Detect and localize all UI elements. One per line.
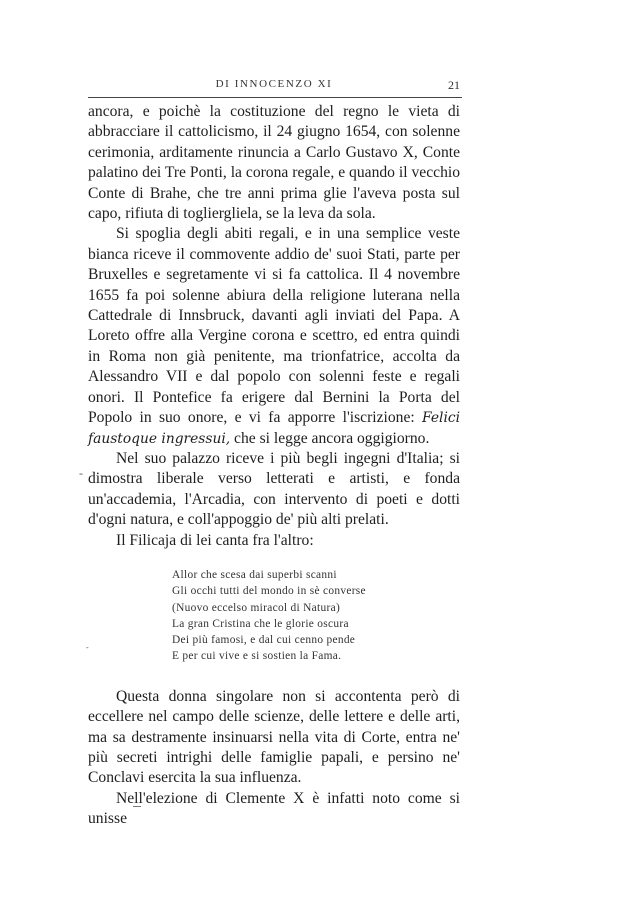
inscription-italic: Felici faustoque ingressui, <box>88 410 460 447</box>
paragraph-6: Nell'elezione di Clemente X è infatti noto come si unisse <box>88 789 460 828</box>
poem-line: Dei più famosi, e dal cui cenno pende <box>172 634 356 647</box>
paragraph-2 <box>88 224 460 448</box>
paragraph-1: ancora, e poichè la costituzione del regno le vieta di abbracciare il cattolicismo, il 24 giugno 1654, con solenne cerimonia, arditamente rinuncia a Carlo Gustavo X, Conte palatino dei Tre Ponti, la corona regale, e quando il vecchio Conte di Brahe, che tre anni prima glie l'aveva posta sul capo, rifiuta di toglierglielа, se la leva da sola. <box>88 103 460 223</box>
margin-mark: - <box>86 643 89 652</box>
running-head <box>88 78 460 96</box>
poem-line: Gli occhi tutti del mondo in sè converse <box>172 585 366 598</box>
margin-mark: - <box>79 466 83 480</box>
poem-line: (Nuovo eccelso miracol di Natura) <box>172 601 341 614</box>
body-text <box>88 102 460 830</box>
margin-dash-mark <box>133 806 141 807</box>
paragraph-2-text-b: che si legge ancora oggigiorno. <box>230 429 430 447</box>
poem-line: La gran Cristina che le glorie oscura <box>172 617 349 630</box>
paragraph-2-text-a: Si spoglia degli abiti regali, e in una semplice veste bianca riceve il commovente addio de' suoi Stati, parte per Bruxelles e segretamente vi si fa cattolica. Il 4 novembre 1655 fa poi solenne abiura della religione luterana nella Cattedrale di Innsbruck, davanti agli inviati del Papa. A Loreto offre alla Vergine corona e scettro, ed entra quindi in Roma non già penitente, ma trionfatrice, accolta da Alessandro VII e dal popolo con solenni feste e regali onori. Il Pontefice fa erigere dal Bernini la Porta del Popolo in suo onore, e vi fa apporre l'iscrizione: <box>88 225 460 427</box>
header-rule <box>88 97 462 98</box>
paragraph-5: Questa donna singolare non si accontenta però di eccellere nel campo delle scienze, delle lettere e delle arti, ma sa destramente insinuarsi nella vita di Corte, entra ne' più secreti intrighi delle famiglie papali, e persino ne' Conclavi esercita la sua influenza. <box>88 687 460 787</box>
poem-quote <box>172 567 460 665</box>
paragraph-4: Il Filicaja di lei canta fra l'altro: <box>116 531 314 549</box>
poem-line: E per cui vive e si sostien la Fama. <box>172 650 342 663</box>
paragraph-3: Nel suo palazzo riceve i più begli ingegni d'Italia; si dimostra liberale verso letterati e artisti, e fonda un'accademia, l'Arcadia, con intervento di poeti e dotti d'ogni natura, e coll'appoggio de' più alti prelati. <box>88 449 460 529</box>
poem-line: Allor che scesa dai superbi scanni <box>172 568 337 581</box>
page-number: 21 <box>448 78 460 92</box>
running-title: DI INNOCENZO XI <box>215 78 333 90</box>
